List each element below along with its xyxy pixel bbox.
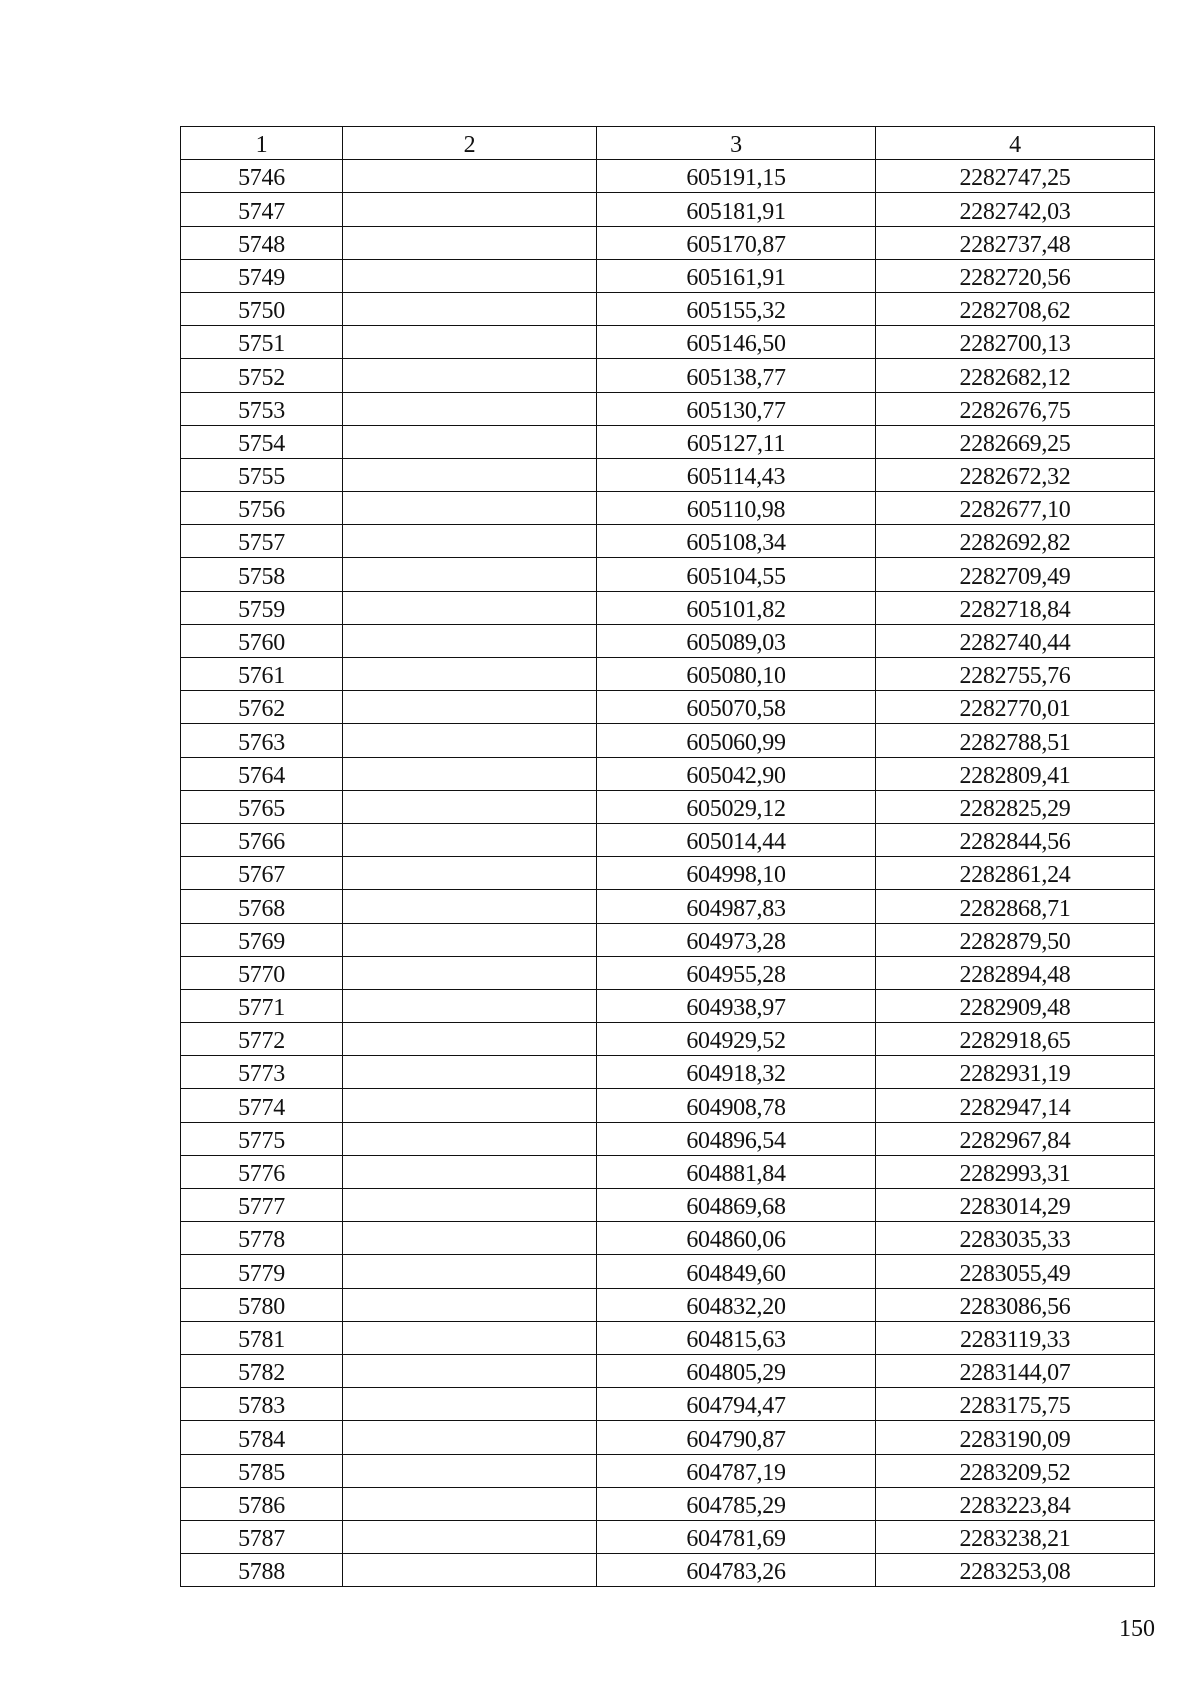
table-row <box>181 392 1155 425</box>
table-row <box>181 658 1155 691</box>
header-row <box>181 127 1155 160</box>
table-row <box>181 1023 1155 1056</box>
coordinate-x-cell: 605138,77 <box>597 359 876 392</box>
coordinate-y-cell: 2282742,03 <box>876 193 1155 226</box>
coordinate-x-cell: 604849,60 <box>597 1255 876 1288</box>
header-cell-1: 1 <box>181 127 343 160</box>
column-2-cell <box>343 492 597 525</box>
point-number-cell: 5770 <box>181 956 343 989</box>
column-2-cell <box>343 425 597 458</box>
header-cell-2: 2 <box>343 127 597 160</box>
header-cell-3: 3 <box>597 127 876 160</box>
table-row <box>181 890 1155 923</box>
table-row <box>181 691 1155 724</box>
table-row <box>181 823 1155 856</box>
coordinate-x-cell: 604794,47 <box>597 1388 876 1421</box>
table-row <box>181 1089 1155 1122</box>
coordinate-x-cell: 604815,63 <box>597 1321 876 1354</box>
point-number-cell: 5752 <box>181 359 343 392</box>
coordinate-y-cell: 2282918,65 <box>876 1023 1155 1056</box>
coordinate-y-cell: 2282720,56 <box>876 259 1155 292</box>
column-2-cell <box>343 558 597 591</box>
table-row <box>181 1255 1155 1288</box>
point-number-cell: 5787 <box>181 1520 343 1553</box>
point-number-cell: 5751 <box>181 326 343 359</box>
coordinate-y-cell: 2282740,44 <box>876 624 1155 657</box>
coordinate-x-cell: 605110,98 <box>597 492 876 525</box>
column-2-cell <box>343 857 597 890</box>
point-number-cell: 5784 <box>181 1421 343 1454</box>
column-2-cell <box>343 757 597 790</box>
column-2-cell <box>343 1354 597 1387</box>
column-2-cell <box>343 1222 597 1255</box>
table-row <box>181 525 1155 558</box>
point-number-cell: 5778 <box>181 1222 343 1255</box>
coordinate-x-cell: 605101,82 <box>597 591 876 624</box>
table-row <box>181 1487 1155 1520</box>
column-2-cell <box>343 1155 597 1188</box>
coordinate-y-cell: 2283253,08 <box>876 1554 1155 1587</box>
point-number-cell: 5750 <box>181 292 343 325</box>
table-row <box>181 292 1155 325</box>
column-2-cell <box>343 790 597 823</box>
point-number-cell: 5785 <box>181 1454 343 1487</box>
column-2-cell <box>343 1487 597 1520</box>
table-row <box>181 1122 1155 1155</box>
table-row <box>181 558 1155 591</box>
coordinate-y-cell: 2282737,48 <box>876 226 1155 259</box>
column-2-cell <box>343 1554 597 1587</box>
column-2-cell <box>343 326 597 359</box>
header-cell-4: 4 <box>876 127 1155 160</box>
point-number-cell: 5780 <box>181 1288 343 1321</box>
coordinate-x-cell: 605161,91 <box>597 259 876 292</box>
coordinate-x-cell: 604938,97 <box>597 989 876 1022</box>
table-header <box>181 127 1155 160</box>
column-2-cell <box>343 525 597 558</box>
column-2-cell <box>343 691 597 724</box>
coordinate-y-cell: 2282677,10 <box>876 492 1155 525</box>
column-2-cell <box>343 923 597 956</box>
coordinate-y-cell: 2282718,84 <box>876 591 1155 624</box>
coordinate-x-cell: 604998,10 <box>597 857 876 890</box>
coordinate-x-cell: 604881,84 <box>597 1155 876 1188</box>
table-row <box>181 1288 1155 1321</box>
column-2-cell <box>343 1520 597 1553</box>
point-number-cell: 5748 <box>181 226 343 259</box>
point-number-cell: 5758 <box>181 558 343 591</box>
coordinate-x-cell: 604896,54 <box>597 1122 876 1155</box>
table-row <box>181 1222 1155 1255</box>
column-2-cell <box>343 226 597 259</box>
column-2-cell <box>343 359 597 392</box>
coordinate-y-cell: 2282692,82 <box>876 525 1155 558</box>
point-number-cell: 5766 <box>181 823 343 856</box>
coordinate-y-cell: 2282669,25 <box>876 425 1155 458</box>
coordinate-y-cell: 2282809,41 <box>876 757 1155 790</box>
coordinate-x-cell: 605127,11 <box>597 425 876 458</box>
point-number-cell: 5767 <box>181 857 343 890</box>
column-2-cell <box>343 823 597 856</box>
table-row <box>181 359 1155 392</box>
table-row <box>181 492 1155 525</box>
column-2-cell <box>343 591 597 624</box>
point-number-cell: 5783 <box>181 1388 343 1421</box>
coordinate-y-cell: 2282993,31 <box>876 1155 1155 1188</box>
coordinate-y-cell: 2282747,25 <box>876 160 1155 193</box>
page-number: 150 <box>1119 1616 1155 1642</box>
coordinate-x-cell: 605155,32 <box>597 292 876 325</box>
table-row <box>181 425 1155 458</box>
coordinate-x-cell: 605181,91 <box>597 193 876 226</box>
column-2-cell <box>343 1321 597 1354</box>
column-2-cell <box>343 160 597 193</box>
coordinate-y-cell: 2282909,48 <box>876 989 1155 1022</box>
table-row <box>181 1155 1155 1188</box>
coordinate-x-cell: 605014,44 <box>597 823 876 856</box>
coordinate-x-cell: 605146,50 <box>597 326 876 359</box>
column-2-cell <box>343 1089 597 1122</box>
coordinate-x-cell: 604973,28 <box>597 923 876 956</box>
table-row <box>181 458 1155 491</box>
table-body <box>181 160 1155 1587</box>
point-number-cell: 5754 <box>181 425 343 458</box>
point-number-cell: 5764 <box>181 757 343 790</box>
coordinate-y-cell: 2283223,84 <box>876 1487 1155 1520</box>
table-row <box>181 1189 1155 1222</box>
coordinate-x-cell: 604832,20 <box>597 1288 876 1321</box>
column-2-cell <box>343 1023 597 1056</box>
point-number-cell: 5746 <box>181 160 343 193</box>
point-number-cell: 5777 <box>181 1189 343 1222</box>
coordinate-y-cell: 2283209,52 <box>876 1454 1155 1487</box>
coordinate-y-cell: 2283119,33 <box>876 1321 1155 1354</box>
coordinate-y-cell: 2282709,49 <box>876 558 1155 591</box>
coordinate-y-cell: 2282676,75 <box>876 392 1155 425</box>
point-number-cell: 5765 <box>181 790 343 823</box>
coordinate-y-cell: 2283086,56 <box>876 1288 1155 1321</box>
table-row <box>181 160 1155 193</box>
table-row <box>181 1454 1155 1487</box>
table-row <box>181 1354 1155 1387</box>
table-row <box>181 956 1155 989</box>
point-number-cell: 5768 <box>181 890 343 923</box>
column-2-cell <box>343 1421 597 1454</box>
coordinate-y-cell: 2283035,33 <box>876 1222 1155 1255</box>
point-number-cell: 5755 <box>181 458 343 491</box>
coordinate-x-cell: 604781,69 <box>597 1520 876 1553</box>
coordinate-x-cell: 604908,78 <box>597 1089 876 1122</box>
column-2-cell <box>343 724 597 757</box>
coordinate-x-cell: 605170,87 <box>597 226 876 259</box>
table-row <box>181 624 1155 657</box>
point-number-cell: 5753 <box>181 392 343 425</box>
column-2-cell <box>343 1255 597 1288</box>
coordinate-y-cell: 2283238,21 <box>876 1520 1155 1553</box>
point-number-cell: 5769 <box>181 923 343 956</box>
column-2-cell <box>343 890 597 923</box>
coordinate-y-cell: 2282708,62 <box>876 292 1155 325</box>
coordinate-y-cell: 2282931,19 <box>876 1056 1155 1089</box>
coordinate-x-cell: 604805,29 <box>597 1354 876 1387</box>
coordinate-y-cell: 2282947,14 <box>876 1089 1155 1122</box>
coordinate-y-cell: 2282861,24 <box>876 857 1155 890</box>
point-number-cell: 5763 <box>181 724 343 757</box>
coordinate-x-cell: 604860,06 <box>597 1222 876 1255</box>
table-row <box>181 989 1155 1022</box>
coordinate-x-cell: 605130,77 <box>597 392 876 425</box>
coordinate-x-cell: 605108,34 <box>597 525 876 558</box>
coordinate-y-cell: 2282672,32 <box>876 458 1155 491</box>
table-row <box>181 326 1155 359</box>
point-number-cell: 5773 <box>181 1056 343 1089</box>
column-2-cell <box>343 1288 597 1321</box>
point-number-cell: 5756 <box>181 492 343 525</box>
point-number-cell: 5762 <box>181 691 343 724</box>
coordinate-y-cell: 2282825,29 <box>876 790 1155 823</box>
table-row <box>181 1520 1155 1553</box>
table-row <box>181 259 1155 292</box>
coordinate-y-cell: 2282894,48 <box>876 956 1155 989</box>
column-2-cell <box>343 989 597 1022</box>
coordinate-x-cell: 605114,43 <box>597 458 876 491</box>
column-2-cell <box>343 193 597 226</box>
coordinate-x-cell: 605070,58 <box>597 691 876 724</box>
point-number-cell: 5749 <box>181 259 343 292</box>
coordinate-x-cell: 605104,55 <box>597 558 876 591</box>
table-row <box>181 1321 1155 1354</box>
table-row <box>181 1388 1155 1421</box>
column-2-cell <box>343 1388 597 1421</box>
coordinate-y-cell: 2283144,07 <box>876 1354 1155 1387</box>
column-2-cell <box>343 292 597 325</box>
table-row <box>181 1056 1155 1089</box>
table-row <box>181 1421 1155 1454</box>
column-2-cell <box>343 658 597 691</box>
coordinate-y-cell: 2282755,76 <box>876 658 1155 691</box>
point-number-cell: 5781 <box>181 1321 343 1354</box>
coordinate-x-cell: 604955,28 <box>597 956 876 989</box>
coordinate-x-cell: 604785,29 <box>597 1487 876 1520</box>
point-number-cell: 5788 <box>181 1554 343 1587</box>
table-row <box>181 790 1155 823</box>
coordinate-x-cell: 605029,12 <box>597 790 876 823</box>
coordinate-x-cell: 605080,10 <box>597 658 876 691</box>
table-row <box>181 1554 1155 1587</box>
column-2-cell <box>343 1189 597 1222</box>
point-number-cell: 5759 <box>181 591 343 624</box>
coordinate-x-cell: 605089,03 <box>597 624 876 657</box>
coordinate-x-cell: 605060,99 <box>597 724 876 757</box>
coordinate-y-cell: 2283055,49 <box>876 1255 1155 1288</box>
coordinate-x-cell: 604787,19 <box>597 1454 876 1487</box>
coordinate-x-cell: 605191,15 <box>597 160 876 193</box>
point-number-cell: 5761 <box>181 658 343 691</box>
coordinate-y-cell: 2283014,29 <box>876 1189 1155 1222</box>
column-2-cell <box>343 1056 597 1089</box>
coordinate-x-cell: 604929,52 <box>597 1023 876 1056</box>
point-number-cell: 5772 <box>181 1023 343 1056</box>
table-row <box>181 193 1155 226</box>
column-2-cell <box>343 1454 597 1487</box>
coordinate-y-cell: 2283175,75 <box>876 1388 1155 1421</box>
column-2-cell <box>343 392 597 425</box>
coordinate-y-cell: 2282682,12 <box>876 359 1155 392</box>
point-number-cell: 5782 <box>181 1354 343 1387</box>
coordinate-x-cell: 604783,26 <box>597 1554 876 1587</box>
table-row <box>181 724 1155 757</box>
point-number-cell: 5760 <box>181 624 343 657</box>
coordinate-x-cell: 604869,68 <box>597 1189 876 1222</box>
coordinates-table <box>180 126 1155 1587</box>
column-2-cell <box>343 458 597 491</box>
coordinate-x-cell: 604790,87 <box>597 1421 876 1454</box>
coordinate-y-cell: 2282844,56 <box>876 823 1155 856</box>
column-2-cell <box>343 1122 597 1155</box>
coordinate-y-cell: 2282879,50 <box>876 923 1155 956</box>
table-row <box>181 226 1155 259</box>
coordinate-y-cell: 2282700,13 <box>876 326 1155 359</box>
column-2-cell <box>343 624 597 657</box>
column-2-cell <box>343 259 597 292</box>
point-number-cell: 5776 <box>181 1155 343 1188</box>
coordinate-y-cell: 2282770,01 <box>876 691 1155 724</box>
table-row <box>181 857 1155 890</box>
coordinate-x-cell: 604918,32 <box>597 1056 876 1089</box>
point-number-cell: 5747 <box>181 193 343 226</box>
point-number-cell: 5774 <box>181 1089 343 1122</box>
coordinate-y-cell: 2282788,51 <box>876 724 1155 757</box>
table-row <box>181 591 1155 624</box>
point-number-cell: 5775 <box>181 1122 343 1155</box>
coordinate-y-cell: 2283190,09 <box>876 1421 1155 1454</box>
column-2-cell <box>343 956 597 989</box>
point-number-cell: 5786 <box>181 1487 343 1520</box>
point-number-cell: 5757 <box>181 525 343 558</box>
coordinate-x-cell: 604987,83 <box>597 890 876 923</box>
coordinate-x-cell: 605042,90 <box>597 757 876 790</box>
point-number-cell: 5771 <box>181 989 343 1022</box>
coordinate-y-cell: 2282967,84 <box>876 1122 1155 1155</box>
coordinate-y-cell: 2282868,71 <box>876 890 1155 923</box>
table-row <box>181 757 1155 790</box>
point-number-cell: 5779 <box>181 1255 343 1288</box>
table-row <box>181 923 1155 956</box>
